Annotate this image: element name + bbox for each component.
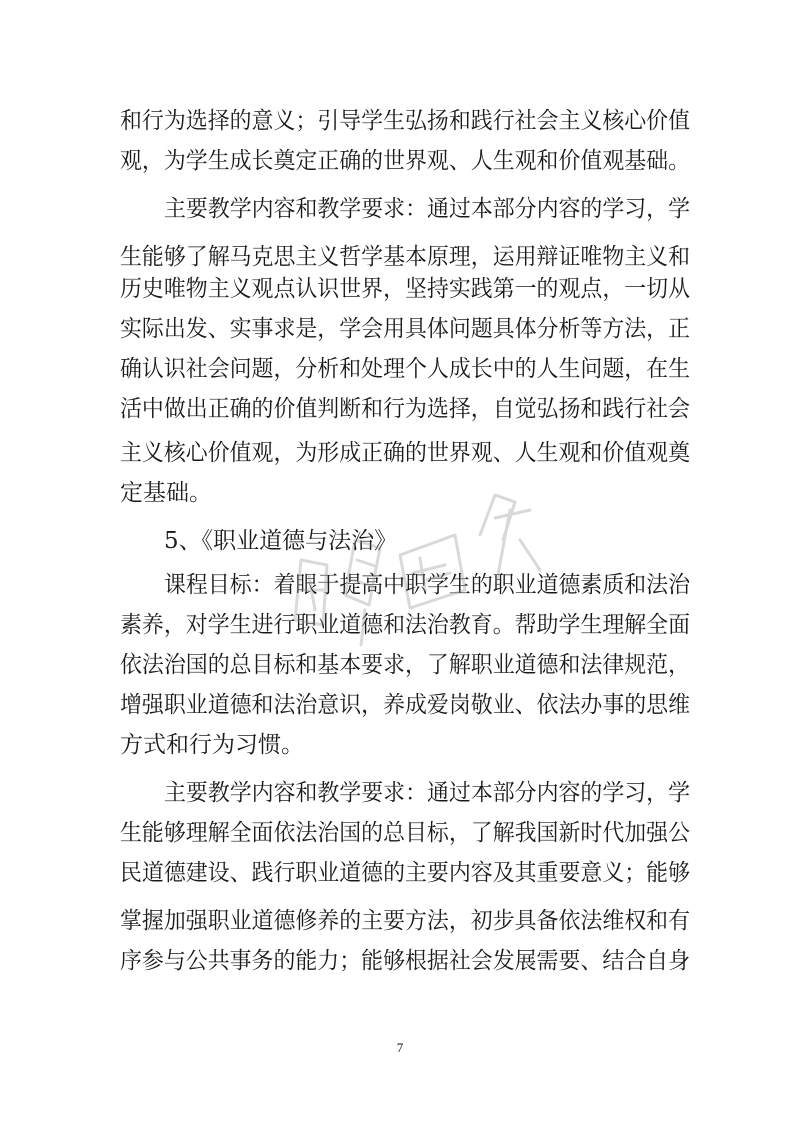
text-line bbox=[0, 99, 800, 143]
line-text: 确认识社会问题，分析和处理个人成长中的人生问题，在生 bbox=[120, 356, 691, 382]
text-line bbox=[0, 307, 800, 351]
text-line bbox=[0, 723, 800, 767]
text-line bbox=[0, 347, 800, 391]
line-text: 主义核心价值观，为形成正确的世界观、人生观和价值观奠 bbox=[120, 440, 691, 466]
page-number: 7 bbox=[396, 1040, 404, 1055]
text-line bbox=[0, 471, 800, 515]
line-text: 序参与公共事务的能力；能够根据社会发展需要、结合自身 bbox=[120, 948, 691, 974]
text-line bbox=[0, 387, 800, 431]
section-heading bbox=[0, 519, 800, 563]
text-line bbox=[0, 939, 800, 983]
text-line bbox=[0, 139, 800, 183]
text-line bbox=[0, 811, 800, 855]
line-text: 掌握加强职业道德修养的主要方法，初步具备依法维权和有 bbox=[120, 908, 691, 934]
line-text: 方式和行为习惯。 bbox=[120, 732, 304, 758]
paragraph-first-line bbox=[0, 771, 800, 815]
line-text: 观，为学生成长奠定正确的世界观、人生观和价值观基础。 bbox=[120, 148, 691, 174]
text-line bbox=[0, 267, 800, 311]
text-line bbox=[0, 899, 800, 943]
paragraph-first-line bbox=[0, 187, 800, 231]
line-text: 实际出发、实事求是，学会用具体问题具体分析等方法，正 bbox=[120, 316, 691, 342]
line-text: 历史唯物主义观点认识世界，坚持实践第一的观点，一切从 bbox=[120, 276, 691, 302]
text-line bbox=[0, 603, 800, 647]
line-text: 主要教学内容和教学要求：通过本部分内容的学习，学 bbox=[164, 196, 691, 222]
line-text: 生能够了解马克思主义哲学基本原理，运用辩证唯物主义和 bbox=[120, 244, 691, 270]
line-text: 生能够理解全面依法治国的总目标，了解我国新时代加强公 bbox=[120, 820, 691, 846]
line-text: 民道德建设、践行职业道德的主要内容及其重要意义；能够 bbox=[120, 860, 691, 886]
line-text: 定基础。 bbox=[120, 480, 212, 506]
text-line bbox=[0, 643, 800, 687]
line-text: 活中做出正确的价值判断和行为选择，自觉弘扬和践行社会 bbox=[120, 396, 691, 422]
text-line bbox=[0, 431, 800, 475]
line-text: 和行为选择的意义；引导学生弘扬和践行社会主义核心价值 bbox=[120, 108, 691, 134]
text-line bbox=[0, 851, 800, 895]
section-heading-text: 5、《职业道德与法治》 bbox=[164, 528, 398, 554]
line-text: 主要教学内容和教学要求：通过本部分内容的学习，学 bbox=[164, 780, 691, 806]
line-text: 依法治国的总目标和基本要求，了解职业道德和法律规范， bbox=[120, 652, 691, 678]
paragraph-first-line bbox=[0, 563, 800, 607]
text-line bbox=[0, 683, 800, 727]
line-text: 素养，对学生进行职业道德和法治教育。帮助学生理解全面 bbox=[120, 612, 691, 638]
line-text: 课程目标：着眼于提高中职学生的职业道德素质和法治 bbox=[164, 572, 691, 598]
line-text: 增强职业道德和法治意识，养成爱岗敬业、依法办事的思维 bbox=[120, 692, 691, 718]
